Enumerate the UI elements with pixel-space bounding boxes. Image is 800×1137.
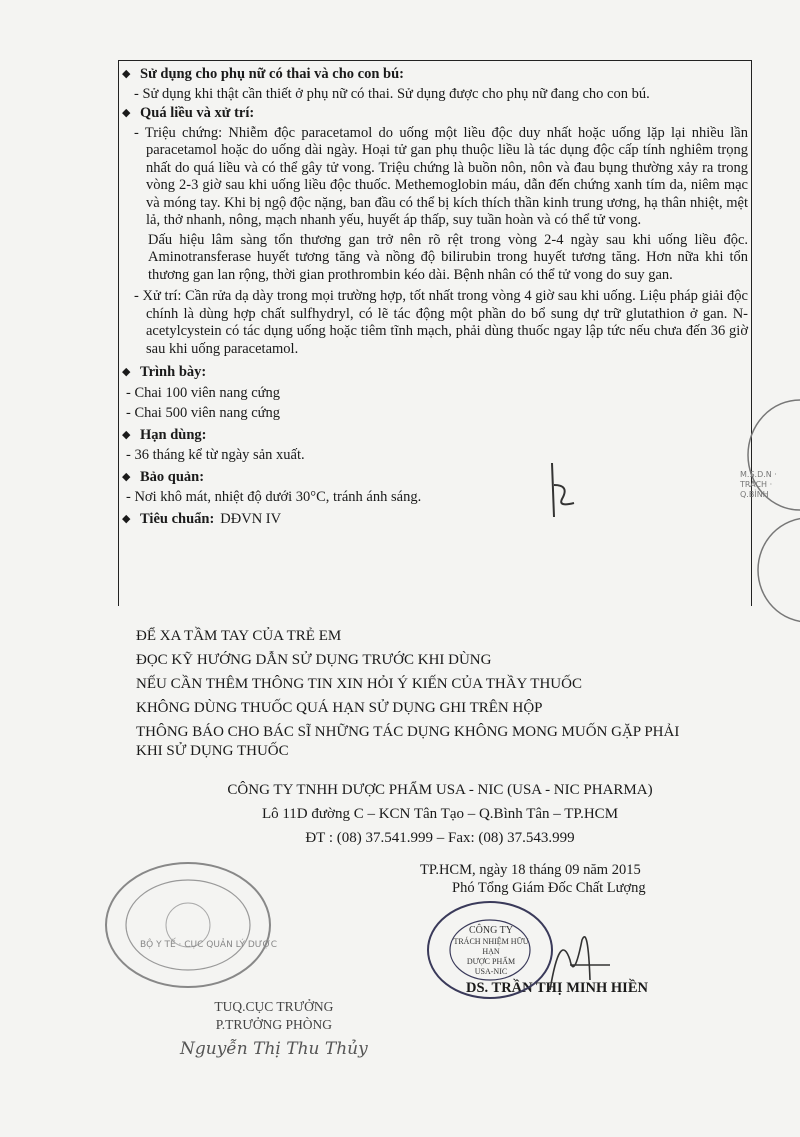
company-address: Lô 11D đường C – KCN Tân Tạo – Q.Bình Tân – TP.HCM (261, 806, 619, 822)
department-signer: Nguyễn Thị Thu Thủy (180, 1039, 368, 1059)
signature-role: Phó Tổng Giám Đốc Chất Lượng (452, 880, 646, 896)
initial-signature-icon (530, 455, 600, 525)
expiry-item: - 36 tháng kể từ ngày sản xuất. (126, 447, 305, 463)
edge-seal-icon (730, 395, 800, 625)
section-title-overdose: ◆ Quá liều và xử trí: (122, 105, 255, 121)
overdose-symptoms: - Triệu chứng: Nhiễm độc paracetamol do uống một liều độc duy nhất hoặc uống lặp lại nhiều lần paracetamol hoặc do uống dài ngày. Hoại tử gan phụ thuộc liều là tác dụng độc cấp tính nghiêm trọng nhất do quá liều và có thể gây tử vong. Triệu chứng là buồn nôn, nôn và đau bụng thường xảy ra trong vòng 2-3 giờ sau khi uống liều độc thuốc. Methemoglobin máu, dẫn đến chứng xanh tím da, niêm mạc và móng tay. Khi bị ngộ độc nặng, ban đầu có thể bị kích thích thần kinh trung ương, hạ thân nhiệt, mệt lả, thở nhanh, nông, mạch nhanh yếu, huyết áp thấp, suy tuần hoàn và có thể tử vong. (134, 124, 748, 228)
warning-line: NẾU CẦN THÊM THÔNG TIN XIN HỎI Ý KIẾN CỦA THẦY THUỐC (136, 676, 582, 692)
warning-line: KHÔNG DÙNG THUỐC QUÁ HẠN SỬ DỤNG GHI TRÊN HỘP (136, 700, 543, 716)
diamond-bullet-icon: ◆ (122, 512, 131, 525)
department-block (180, 998, 368, 1058)
warning-line: KHI SỬ DỤNG THUỐC (136, 743, 289, 759)
company-phone: ĐT : (08) 37.541.999 – Fax: (08) 37.543.999 (305, 830, 575, 846)
presentation-item: - Chai 500 viên nang cứng (126, 405, 281, 421)
section-title-pregnancy: ◆ Sử dụng cho phụ nữ có thai và cho con bú: (122, 66, 404, 82)
overdose-liver: Dấu hiệu lâm sàng tổn thương gan trở nên rõ rệt trong vòng 2-4 ngày sau khi uống liều độc. Aminotransferase huyết tương tăng và nồng độ bilirubin trong huyết tương tăng. Hơn nữa khi tổn thương gan lan rộng, thời gian prothrombin kéo dài. Bệnh nhân có thể tử vong do suy gan. (148, 231, 748, 283)
leaflet-content (118, 64, 748, 528)
diamond-bullet-icon: ◆ (122, 68, 131, 80)
stamp-text: CÔNG TY (469, 925, 513, 936)
signature-date: TP.HCM, ngày 18 tháng 09 năm 2015 (420, 862, 641, 878)
warning-line: ĐỌC KỸ HƯỚNG DẪN SỬ DỤNG TRƯỚC KHI DÙNG (136, 652, 492, 668)
signature-name: DS. TRẦN THỊ MINH HIỀN (466, 980, 648, 996)
main-signature-icon (540, 920, 620, 1000)
department-line: TUQ.CỤC TRƯỞNG (214, 999, 334, 1014)
department-line: P.TRƯỞNG PHÒNG (215, 1017, 332, 1032)
section-title-presentation: ◆ Trình bày: (122, 364, 207, 380)
diamond-bullet-icon: ◆ (122, 428, 131, 441)
diamond-bullet-icon: ◆ (122, 470, 131, 483)
stamp-text: TRÁCH NHIỆM HỮU HẠN DƯỢC PHẨM USA-NIC (453, 937, 529, 976)
warning-line: ĐỂ XA TẦM TAY CỦA TRẺ EM (136, 628, 342, 644)
ministry-seal-text: BỘ Y TẾ · CỤC QUẢN LÝ DƯỢC (140, 940, 278, 950)
presentation-item: - Chai 100 viên nang cứng (126, 384, 281, 401)
warning-line: THÔNG BÁO CHO BÁC SĨ NHỮNG TÁC DỤNG KHÔNG MONG MUỐN GẶP PHẢI (136, 724, 680, 740)
section-title-storage: ◆ Bảo quản: (122, 468, 205, 485)
overdose-treatment: - Xử trí: Cần rửa dạ dày trong mọi trường hợp, tốt nhất trong vòng 4 giờ sau khi uống. Liệu pháp giải độc chính là dùng hợp chất sulfhydryl, có lẽ tác động một phần do bổ sung dự trữ glutathion ở gan. N- acetylcystein có tác dụng uống hoặc tiêm tĩnh mạch, phải dùng thuốc ngay lập tức nếu chưa đến 36 giờ sau khi uống paracetamol. (134, 288, 748, 357)
storage-item: - Nơi khô mát, nhiệt độ dưới 30°C, tránh ánh sáng. (126, 489, 422, 505)
company-name: CÔNG TY TNHH DƯỢC PHẨM USA - NIC (USA - NIC PHARMA) (227, 782, 653, 798)
diamond-bullet-icon: ◆ (122, 366, 131, 378)
pregnancy-item: - Sử dụng khi thật cần thiết ở phụ nữ có thai. Sử dụng được cho phụ nữ đang cho con bú. (134, 85, 650, 102)
standard-value: DĐVN IV (220, 510, 282, 527)
edge-seal-text: M.S.D.N · TRÁCH · Q.BÌNH (740, 470, 777, 499)
ministry-seal-icon (98, 855, 278, 995)
diamond-bullet-icon: ◆ (122, 107, 131, 119)
section-title-expiry: ◆ Hạn dùng: (122, 426, 207, 443)
section-title-standard: ◆ Tiêu chuẩn: DĐVN IV (122, 510, 282, 527)
